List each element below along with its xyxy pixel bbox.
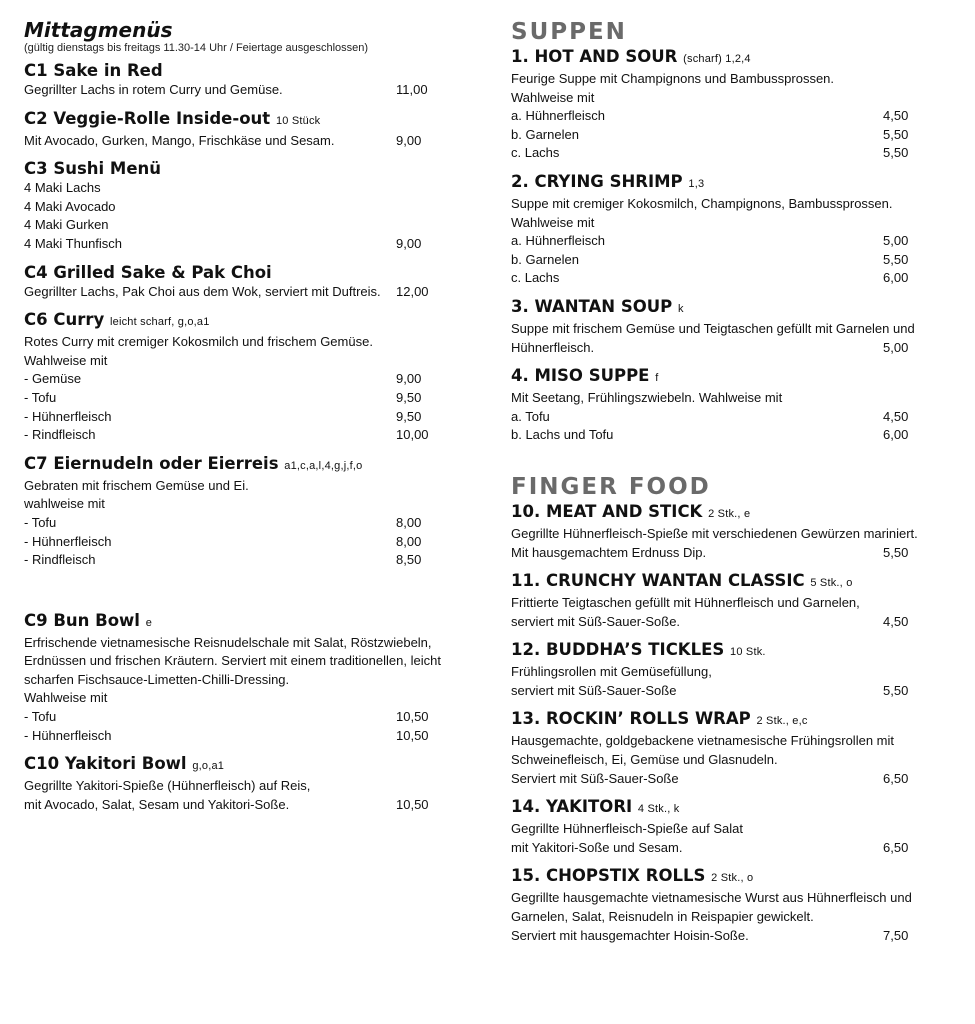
menu-item-price: 8,00	[396, 514, 422, 530]
menu-item-line	[511, 320, 931, 339]
menu-item-line	[24, 533, 464, 552]
menu-item-line	[24, 370, 464, 389]
menu-item	[24, 108, 464, 151]
menu-item-description: - Rindfleisch	[24, 427, 96, 443]
menu-item-price: 12,00	[396, 283, 429, 299]
menu-item-line	[511, 426, 931, 445]
menu-item-name: C10 Yakitori Bowl	[24, 754, 187, 774]
menu-item-note: 5 Stk., o	[810, 577, 853, 590]
menu-item-title	[24, 60, 464, 81]
menu-item-price: 9,00	[396, 235, 422, 251]
menu-item-line	[511, 126, 931, 145]
menu-item-line	[24, 495, 464, 514]
menu-item-description: Mit hausgemachtem Erdnuss Dip.	[511, 544, 707, 560]
lunch-validity-note: (gültig dienstags bis freitags 11.30-14 Uhr / Feiertage ausgeschlossen)	[24, 42, 369, 54]
menu-item-name: C1 Sake in Red	[24, 61, 163, 80]
menu-item-name: 3. WANTAN SOUP	[511, 296, 673, 316]
menu-item-line	[24, 426, 464, 445]
menu-item-line	[24, 216, 464, 235]
menu-item-line	[511, 89, 931, 108]
menu-item-description: Mit Avocado, Gurken, Mango, Frischkäse und Sesam.	[24, 132, 335, 148]
menu-item-description: c. Lachs	[511, 270, 560, 286]
menu-item-line	[511, 732, 931, 751]
menu-item-line	[24, 634, 464, 653]
menu-item-description: Wahlweise mit	[511, 89, 595, 105]
menu-item	[511, 365, 931, 445]
menu-item-line	[511, 663, 931, 682]
menu-item-line	[511, 232, 931, 251]
menu-item-description: mit Avocado, Salat, Sesam und Yakitori-Soße.	[24, 796, 290, 812]
menu-item-description: Suppe mit frischem Gemüse und Teigtaschen gefüllt mit Garnelen und	[511, 320, 915, 336]
menu-item-price: 9,00	[396, 132, 422, 148]
menu-item-price: 9,50	[396, 408, 422, 424]
menu-item-line	[24, 477, 464, 496]
menu-item-description: - Tofu	[24, 389, 57, 405]
menu-item-line	[24, 81, 464, 100]
menu-item-description: a. Tofu	[511, 408, 550, 424]
menu-item-title	[511, 708, 931, 732]
menu-item-description: Erfrischende vietnamesische Reisnudelschale mit Salat, Röstzwiebeln,	[24, 634, 432, 650]
menu-item-title	[24, 753, 464, 777]
finger-food-title: FINGER FOOD	[511, 473, 711, 500]
menu-item-description: b. Garnelen	[511, 251, 579, 267]
menu-item-description: scharfen Fischsauce-Limetten-Chilli-Dressing.	[24, 671, 290, 687]
menu-item-description: - Hühnerfleisch	[24, 533, 112, 549]
menu-item-price: 11,00	[396, 82, 428, 97]
menu-item-price: 5,50	[883, 544, 909, 560]
menu-item-line	[24, 352, 464, 371]
soup-items	[511, 46, 931, 445]
menu-item-line	[24, 179, 464, 198]
menu-item-line	[511, 195, 931, 214]
menu-item-price: 5,50	[883, 682, 909, 698]
menu-item-line	[511, 144, 931, 163]
menu-item-line	[511, 408, 931, 427]
menu-item-description: serviert mit Süß-Sauer-Soße.	[511, 613, 681, 629]
menu-item-name: 4. MISO SUPPE	[511, 366, 650, 386]
menu-item-note: 1,3	[688, 177, 705, 190]
menu-item	[511, 570, 931, 631]
menu-item-description: - Hühnerfleisch	[24, 408, 112, 424]
menu-item	[24, 60, 464, 100]
menu-item-line	[511, 269, 931, 288]
menu-item-description: Frühlingsrollen mit Gemüsefüllung,	[511, 664, 712, 680]
menu-item-line	[511, 927, 931, 946]
menu-item-price: 10,00	[396, 427, 429, 443]
menu-item-description: a. Hühnerfleisch	[511, 108, 605, 124]
menu-item-line	[511, 889, 931, 908]
menu-item-description: serviert mit Süß-Sauer-Soße	[511, 682, 677, 698]
menu-item-name: 15. CHOPSTIX ROLLS	[511, 866, 706, 886]
menu-item-title	[511, 639, 931, 663]
menu-item-line	[24, 777, 464, 796]
menu-item-line	[511, 70, 931, 89]
menu-item-note: a1,c,a,l,4,g,j,f,o	[284, 459, 363, 472]
menu-item-price: 4,50	[883, 108, 909, 124]
menu-item-description: Erdnüssen und frischen Kräutern. Serviert mit einem traditionellen, leicht	[24, 653, 441, 669]
menu-item-line	[24, 514, 464, 533]
menu-item-name: 11. CRUNCHY WANTAN CLASSIC	[511, 571, 805, 591]
menu-item-description: Suppe mit cremiger Kokosmilch, Champignons, Bambussprossen.	[511, 195, 893, 211]
menu-item-note: f	[655, 372, 659, 385]
menu-item-name: 14. YAKITORI	[511, 797, 633, 817]
menu-item-description: Hausgemachte, goldgebackene vietnamesische Frühingsrollen mit	[511, 733, 894, 749]
menu-item-line	[24, 708, 464, 727]
menu-item-note: leicht scharf, g,o,a1	[109, 316, 210, 329]
menu-item-price: 5,50	[883, 145, 909, 161]
menu-item-title	[511, 46, 931, 70]
menu-item	[511, 501, 931, 562]
menu-item	[24, 309, 464, 445]
menu-item-price: 7,50	[883, 927, 909, 943]
menu-item-description: Gegrillte Yakitori-Spieße (Hühnerfleisch) auf Reis,	[24, 778, 311, 794]
menu-item-description: - Gemüse	[24, 371, 82, 387]
menu-item-title	[24, 453, 464, 477]
menu-item-line	[511, 751, 931, 770]
menu-item-description: b. Garnelen	[511, 126, 579, 142]
menu-item-price: 6,00	[883, 427, 909, 443]
menu-item-description: Gebraten mit frischem Gemüse und Ei.	[24, 477, 249, 493]
menu-item-line	[511, 770, 931, 789]
menu-item-line	[24, 235, 464, 254]
menu-item-price: 8,00	[396, 533, 422, 549]
menu-item	[511, 171, 931, 288]
menu-item-name: 2. CRYING SHRIMP	[511, 171, 683, 191]
menu-item-price: 5,50	[883, 126, 909, 142]
menu-item-title	[511, 365, 931, 389]
menu-item-description: b. Lachs und Tofu	[511, 427, 614, 443]
menu-item	[24, 753, 464, 814]
menu-item-description: 4 Maki Thunfisch	[24, 235, 123, 251]
menu-item-price: 10,50	[396, 727, 429, 743]
menu-item-description: 4 Maki Gurken	[24, 217, 109, 233]
menu-item	[24, 262, 464, 302]
menu-item	[24, 453, 464, 570]
menu-item-description: mit Yakitori-Soße und Sesam.	[511, 839, 683, 855]
menu-item-name: C4 Grilled Sake & Pak Choi	[24, 262, 272, 282]
menu-item-line	[511, 525, 931, 544]
menu-item-title	[24, 262, 464, 283]
menu-item-name: C9 Bun Bowl	[24, 610, 140, 630]
menu-item-price: 10,50	[396, 796, 429, 812]
menu-item-price: 9,50	[396, 389, 422, 405]
menu-item	[511, 46, 931, 163]
menu-item	[511, 639, 931, 700]
menu-item-description: Schweinefleisch, Ei, Gemüse und Glasnudeln.	[511, 752, 778, 768]
menu-item-description: wahlweise mit	[24, 496, 105, 512]
menu-item-note: 2 Stk., e,c	[756, 715, 808, 728]
menu-item	[511, 296, 931, 357]
menu-item-price: 9,00	[396, 371, 422, 387]
menu-item-description: Hühnerfleisch.	[511, 339, 595, 355]
menu-item	[511, 865, 931, 945]
menu-item	[24, 610, 464, 746]
menu-item-title	[24, 108, 464, 132]
menu-item-line	[511, 544, 931, 563]
menu-item-description: Gegrillter Lachs, Pak Choi aus dem Wok, serviert mit Duftreis.	[24, 283, 381, 299]
menu-item-line	[24, 551, 464, 570]
menu-item-name: C6 Curry	[24, 310, 105, 330]
menu-item-note: k	[677, 302, 684, 315]
menu-item-line	[24, 652, 464, 671]
soups-title: SUPPEN	[511, 19, 627, 45]
menu-item-note: (scharf) 1,2,4	[683, 53, 751, 65]
menu-item-line	[511, 107, 931, 126]
menu-item-title	[511, 865, 931, 889]
menu-item	[511, 708, 931, 788]
menu-item-description: a. Hühnerfleisch	[511, 233, 605, 249]
menu-item-description: Frittierte Teigtaschen gefüllt mit Hühnerfleisch und Garnelen,	[511, 595, 860, 611]
menu-item-description: Gegrillte hausgemachte vietnamesische Wurst aus Hühnerfleisch und	[511, 890, 912, 906]
menu-item-line	[24, 671, 464, 690]
menu-item-title	[511, 501, 931, 525]
menu-item-line	[24, 727, 464, 746]
menu-item-name: C3 Sushi Menü	[24, 159, 162, 179]
menu-item-line	[511, 339, 931, 358]
menu-item-line	[511, 594, 931, 613]
menu-item-price: 4,50	[883, 613, 909, 629]
menu-item-name: C2 Veggie-Rolle Inside-out	[24, 108, 271, 128]
menu-item-line	[24, 796, 464, 815]
menu-item-description: 4 Maki Avocado	[24, 198, 116, 214]
menu-item-description: Wahlweise mit	[511, 214, 595, 230]
menu-item-description: Mit Seetang, Frühlingszwiebeln. Wahlweise mit	[511, 390, 783, 406]
menu-item-title	[24, 158, 464, 179]
menu-item-line	[24, 389, 464, 408]
menu-item-description: - Tofu	[24, 514, 57, 530]
menu-item-description: - Rindfleisch	[24, 552, 96, 568]
menu-item-description: - Hühnerfleisch	[24, 727, 112, 743]
menu-item-title	[511, 570, 931, 594]
menu-item-line	[24, 408, 464, 427]
right-column	[511, 18, 931, 953]
menu-item-description: Rotes Curry mit cremiger Kokosmilch und frischem Gemüse.	[24, 334, 373, 350]
finger-food-items	[511, 501, 931, 945]
menu-item-description: Feurige Suppe mit Champignons und Bambussprossen.	[511, 71, 835, 86]
menu-item-price: 5,00	[883, 339, 909, 355]
menu-item-price: 6,50	[883, 839, 909, 855]
menu-item-price: 5,50	[883, 251, 909, 267]
menu-item-title	[24, 309, 464, 333]
menu-item-name: C7 Eiernudeln oder Eierreis	[24, 453, 279, 473]
menu-item-name: 13. ROCKIN’ ROLLS WRAP	[511, 709, 751, 729]
menu-item-note: 10 Stück	[275, 114, 321, 127]
menu-item-note: 2 Stk., e	[708, 507, 751, 520]
menu-item-note: 4 Stk., k	[637, 803, 680, 816]
menu-item-price: 8,50	[396, 552, 422, 568]
menu-item-line	[511, 214, 931, 233]
menu-item-line	[511, 908, 931, 927]
menu-item-line	[24, 333, 464, 352]
menu-item-note: e	[145, 616, 153, 629]
menu-item-name: 1. HOT AND SOUR	[511, 47, 678, 66]
menu-item	[511, 796, 931, 857]
menu-item-description: Gegrillte Hühnerfleisch-Spieße auf Salat	[511, 821, 743, 837]
menu-item-title	[511, 171, 931, 195]
menu-item-line	[511, 839, 931, 858]
menu-item-description: Gegrillte Hühnerfleisch-Spieße mit verschiedenen Gewürzen mariniert.	[511, 525, 918, 541]
menu-item-title	[511, 796, 931, 820]
lunch-column	[24, 18, 464, 822]
menu-item-line	[511, 251, 931, 270]
menu-item-note: 10 Stk.	[730, 646, 766, 659]
menu-item-description: Wahlweise mit	[24, 352, 108, 368]
lunch-title: Mittagmenüs	[24, 18, 173, 42]
menu-item-description: Serviert mit Süß-Sauer-Soße	[511, 770, 679, 786]
menu-item-line	[511, 820, 931, 839]
menu-item-line	[24, 689, 464, 708]
menu-item-price: 5,00	[883, 233, 909, 249]
menu-item-line	[511, 613, 931, 632]
menu-item-description: - Tofu	[24, 709, 57, 725]
menu-item-title	[511, 296, 931, 320]
menu-item	[24, 158, 464, 253]
lunch-items	[24, 60, 464, 814]
menu-item-name: 12. BUDDHA’S TICKLES	[511, 640, 725, 660]
menu-item-note: 2 Stk., o	[711, 872, 754, 885]
menu-item-price: 10,50	[396, 709, 429, 725]
menu-item-description: c. Lachs	[511, 145, 560, 161]
menu-item-description: Serviert mit hausgemachter Hoisin-Soße.	[511, 927, 749, 943]
menu-item-line	[24, 198, 464, 217]
menu-item-line	[24, 283, 464, 302]
menu-item-description: Wahlweise mit	[24, 690, 108, 706]
menu-item-line	[511, 682, 931, 701]
menu-item-line	[511, 389, 931, 408]
menu-item-description: Garnelen, Salat, Reisnudeln in Reispapier gewickelt.	[511, 909, 814, 925]
menu-item-note: g,o,a1	[192, 760, 225, 773]
menu-item-description: 4 Maki Lachs	[24, 180, 101, 196]
menu-item-description: Gegrillter Lachs in rotem Curry und Gemüse.	[24, 82, 283, 97]
menu-item-price: 4,50	[883, 408, 909, 424]
menu-item-price: 6,50	[883, 770, 909, 786]
menu-item-name: 10. MEAT AND STICK	[511, 501, 703, 521]
menu-item-line	[24, 132, 464, 151]
menu-item-price: 6,00	[883, 270, 909, 286]
menu-item-title	[24, 610, 464, 634]
